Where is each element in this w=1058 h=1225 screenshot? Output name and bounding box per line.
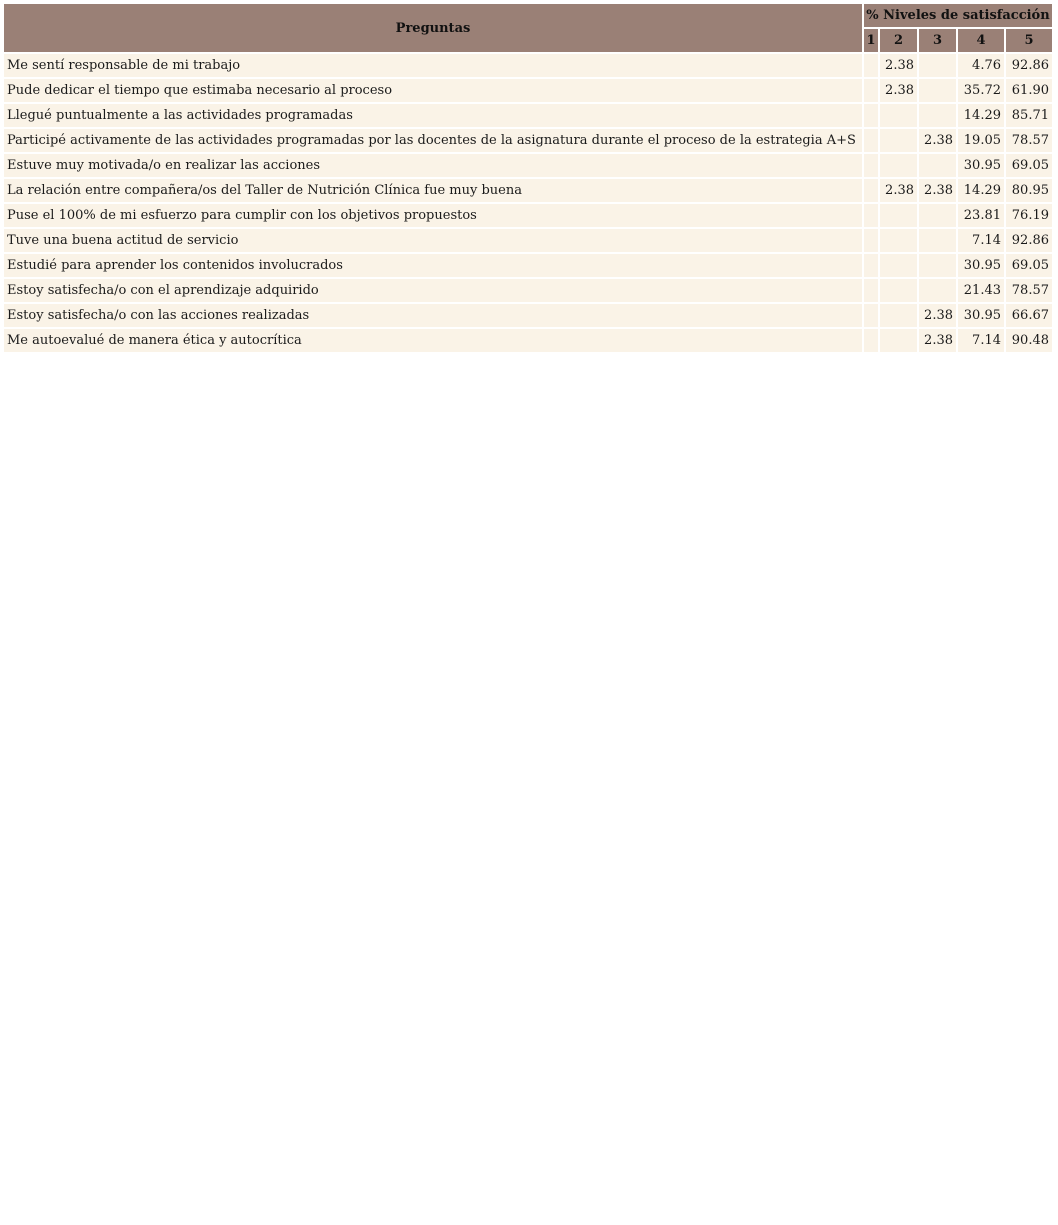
level-4-value: 7.14 bbox=[958, 229, 1004, 252]
level-header-4: 4 bbox=[958, 29, 1004, 52]
level-5-value: 92.86 bbox=[1006, 54, 1052, 77]
level-1-value bbox=[864, 79, 878, 102]
level-1-value bbox=[864, 179, 878, 202]
level-3-value: 2.38 bbox=[919, 304, 956, 327]
level-4-value: 14.29 bbox=[958, 179, 1004, 202]
level-2-value bbox=[880, 304, 917, 327]
table-row bbox=[4, 154, 1052, 177]
level-5-value: 78.57 bbox=[1006, 279, 1052, 302]
level-4-value: 19.05 bbox=[958, 129, 1004, 152]
level-header-1: 1 bbox=[864, 29, 878, 52]
level-header-2: 2 bbox=[880, 29, 917, 52]
level-5-value: 90.48 bbox=[1006, 329, 1052, 352]
table-row bbox=[4, 329, 1052, 352]
level-1-value bbox=[864, 129, 878, 152]
level-2-value: 2.38 bbox=[880, 54, 917, 77]
level-4-value: 30.95 bbox=[958, 304, 1004, 327]
level-3-value bbox=[919, 279, 956, 302]
level-3-value: 2.38 bbox=[919, 179, 956, 202]
level-2-value bbox=[880, 154, 917, 177]
level-3-value bbox=[919, 204, 956, 227]
level-3-value bbox=[919, 54, 956, 77]
satisfaction-levels-header: % Niveles de satisfacción bbox=[864, 4, 1052, 27]
level-1-value bbox=[864, 254, 878, 277]
level-5-value: 85.71 bbox=[1006, 104, 1052, 127]
table-row bbox=[4, 254, 1052, 277]
level-4-value: 30.95 bbox=[958, 254, 1004, 277]
level-4-value: 35.72 bbox=[958, 79, 1004, 102]
question-cell: Estoy satisfecha/o con el aprendizaje adquirido bbox=[4, 279, 862, 302]
level-3-value bbox=[919, 154, 956, 177]
table-row bbox=[4, 304, 1052, 327]
question-cell: Estudié para aprender los contenidos involucrados bbox=[4, 254, 862, 277]
table-body bbox=[4, 54, 1052, 352]
level-2-value bbox=[880, 129, 917, 152]
level-2-value bbox=[880, 104, 917, 127]
question-cell: Estuve muy motivada/o en realizar las acciones bbox=[4, 154, 862, 177]
table-row bbox=[4, 279, 1052, 302]
question-cell: La relación entre compañera/os del Taller de Nutrición Clínica fue muy buena bbox=[4, 179, 862, 202]
level-3-value bbox=[919, 104, 956, 127]
table-row bbox=[4, 54, 1052, 77]
question-cell: Puse el 100% de mi esfuerzo para cumplir con los objetivos propuestos bbox=[4, 204, 862, 227]
questions-column-header: Preguntas bbox=[4, 4, 862, 52]
level-1-value bbox=[864, 304, 878, 327]
level-1-value bbox=[864, 229, 878, 252]
question-cell: Estoy satisfecha/o con las acciones realizadas bbox=[4, 304, 862, 327]
level-2-value: 2.38 bbox=[880, 179, 917, 202]
table-header bbox=[4, 4, 1052, 52]
question-cell: Tuve una buena actitud de servicio bbox=[4, 229, 862, 252]
level-header-5: 5 bbox=[1006, 29, 1052, 52]
table-row bbox=[4, 204, 1052, 227]
level-2-value bbox=[880, 279, 917, 302]
question-cell: Participé activamente de las actividades programadas por las docentes de la asignatura durante el proceso de la estrategia A+S bbox=[4, 129, 862, 152]
level-3-value: 2.38 bbox=[919, 129, 956, 152]
table-row bbox=[4, 104, 1052, 127]
question-cell: Me sentí responsable de mi trabajo bbox=[4, 54, 862, 77]
level-4-value: 21.43 bbox=[958, 279, 1004, 302]
level-5-value: 80.95 bbox=[1006, 179, 1052, 202]
table-row bbox=[4, 229, 1052, 252]
table-row bbox=[4, 179, 1052, 202]
question-cell: Llegué puntualmente a las actividades programadas bbox=[4, 104, 862, 127]
level-2-value: 2.38 bbox=[880, 79, 917, 102]
level-5-value: 61.90 bbox=[1006, 79, 1052, 102]
table-row bbox=[4, 79, 1052, 102]
level-3-value: 2.38 bbox=[919, 329, 956, 352]
level-2-value bbox=[880, 229, 917, 252]
satisfaction-table bbox=[2, 2, 1054, 354]
level-2-value bbox=[880, 254, 917, 277]
level-3-value bbox=[919, 79, 956, 102]
level-1-value bbox=[864, 204, 878, 227]
level-5-value: 69.05 bbox=[1006, 254, 1052, 277]
level-2-value bbox=[880, 204, 917, 227]
level-5-value: 92.86 bbox=[1006, 229, 1052, 252]
table-row bbox=[4, 129, 1052, 152]
question-cell: Pude dedicar el tiempo que estimaba necesario al proceso bbox=[4, 79, 862, 102]
level-4-value: 7.14 bbox=[958, 329, 1004, 352]
level-5-value: 78.57 bbox=[1006, 129, 1052, 152]
level-4-value: 14.29 bbox=[958, 104, 1004, 127]
level-4-value: 30.95 bbox=[958, 154, 1004, 177]
level-1-value bbox=[864, 54, 878, 77]
level-3-value bbox=[919, 254, 956, 277]
level-1-value bbox=[864, 154, 878, 177]
level-4-value: 4.76 bbox=[958, 54, 1004, 77]
level-1-value bbox=[864, 279, 878, 302]
level-5-value: 69.05 bbox=[1006, 154, 1052, 177]
level-5-value: 76.19 bbox=[1006, 204, 1052, 227]
level-4-value: 23.81 bbox=[958, 204, 1004, 227]
level-5-value: 66.67 bbox=[1006, 304, 1052, 327]
level-header-3: 3 bbox=[919, 29, 956, 52]
level-3-value bbox=[919, 229, 956, 252]
question-cell: Me autoevalué de manera ética y autocrítica bbox=[4, 329, 862, 352]
level-1-value bbox=[864, 329, 878, 352]
level-1-value bbox=[864, 104, 878, 127]
level-2-value bbox=[880, 329, 917, 352]
